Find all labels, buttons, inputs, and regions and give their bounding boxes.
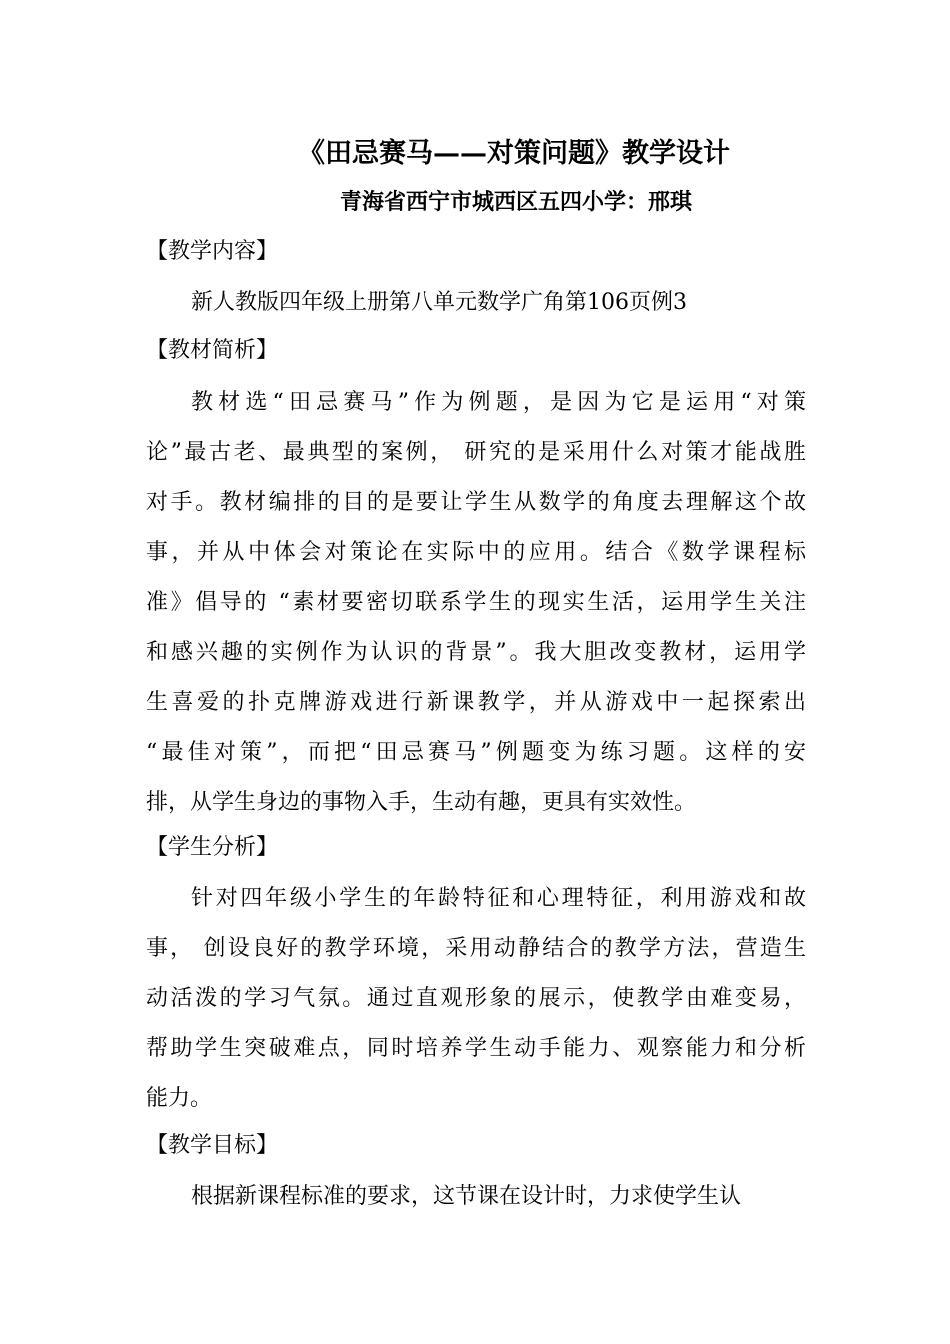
section-heading-student-analysis: 【学生分析】 (146, 835, 279, 860)
paragraph-line: “最佳对策”，而把“田忌赛马”例题变为练习题。这样的安 (146, 740, 806, 765)
paragraph-line: 新人教版四年级上册第八单元数学广角第106页例3 (191, 290, 687, 315)
section-body-textbook-analysis (146, 378, 806, 828)
section-body-student-analysis (146, 874, 806, 1124)
paragraph-line: 生喜爱的扑克牌游戏进行新课教学，并从游戏中一起探索出 (146, 690, 806, 715)
section-heading-content: 【教学内容】 (146, 239, 279, 264)
section-heading-teaching-goals: 【教学目标】 (146, 1133, 279, 1158)
section-body-content (146, 278, 806, 328)
document-title: 《田忌赛马——对策问题》教学设计 (298, 138, 730, 169)
paragraph-line: 动活泼的学习气氛。通过直观形象的展示，使教学由难变易， (146, 986, 806, 1011)
document-author: 青海省西宁市城西区五四小学：邢琪 (340, 189, 693, 215)
paragraph-line: 对手。教材编排的目的是要让学生从数学的角度去理解这个故 (146, 490, 806, 515)
paragraph-line: 针对四年级小学生的年龄特征和心理特征，利用游戏和故 (191, 886, 806, 911)
paragraph-line: 准》倡导的 “素材要密切联系学生的现实生活，运用学生关注 (146, 590, 806, 615)
paragraph-line: 和感兴趣的实例作为认识的背景”。我大胆改变教材，运用学 (146, 640, 806, 665)
paragraph-line: 论”最古老、最典型的案例， 研究的是采用什么对策才能战胜 (146, 440, 806, 465)
paragraph-line: 能力。 (146, 1086, 213, 1111)
paragraph-line: 事， 创设良好的教学环境，采用动静结合的教学方法，营造生 (146, 936, 806, 961)
paragraph-line: 事，并从中体会对策论在实际中的应用。结合《数学课程标 (146, 540, 806, 565)
paragraph-line: 排，从学生身边的事物入手，生动有趣，更具有实效性。 (146, 790, 697, 815)
section-heading-textbook-analysis: 【教材简析】 (146, 338, 279, 363)
paragraph-line: 教材选“田忌赛马”作为例题，是因为它是运用“对策 (191, 390, 806, 415)
section-body-teaching-goals (146, 1172, 806, 1222)
paragraph-line: 帮助学生突破难点，同时培养学生动手能力、观察能力和分析 (146, 1036, 806, 1061)
paragraph-line: 根据新课程标准的要求，这节课在设计时，力求使学生认 (191, 1184, 742, 1209)
